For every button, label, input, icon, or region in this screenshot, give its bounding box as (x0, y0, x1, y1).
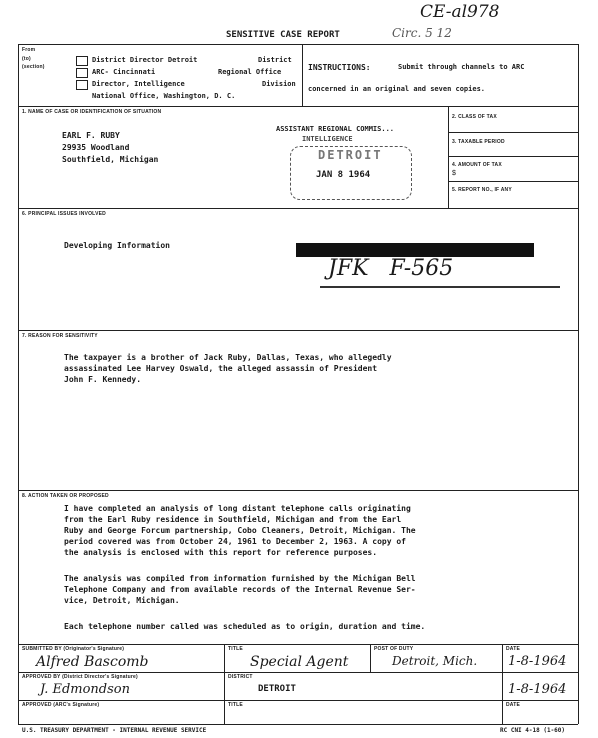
top-right-marks: Circ. 5 12 (392, 26, 452, 40)
routing-option-3: Director, Intelligence (92, 80, 185, 88)
approved-by-label: APPROVED BY (District Director's Signature) (22, 674, 138, 680)
action-p1-line-3: Ruby and George Forcum partnership, Cobo Cleaners, Detroit, Michigan. The (64, 526, 416, 535)
stamp-office: ASSISTANT REGIONAL COMMIS... (276, 125, 395, 133)
section-label: (section) (22, 64, 45, 70)
principal-issues-text: Developing Information (64, 241, 170, 250)
submitted-by-label: SUBMITTED BY (Originator's Signature) (22, 646, 125, 652)
district-value: DETROIT (258, 684, 296, 694)
approved-date: 1-8-1964 (508, 682, 567, 697)
action-p2-line-1: The analysis was compiled from information furnished by the Michigan Bell (64, 574, 416, 583)
report-number-label: 5. REPORT NO., IF ANY (452, 187, 512, 193)
instructions-line-1: Submit through channels to ARC (398, 63, 525, 71)
case-name: EARL F. RUBY (62, 131, 120, 140)
case-address: 29935 Woodland (62, 143, 130, 152)
action-p1-line-1: I have completed an analysis of long distant telephone calls originating (64, 504, 411, 513)
action-p2-line-3: vice, Detroit, Michigan. (64, 596, 180, 605)
post-of-duty-value: Detroit, Mich. (392, 654, 478, 668)
reason-label: 7. REASON FOR SENSITIVITY (22, 333, 98, 339)
stamp-division: INTELLIGENCE (302, 135, 353, 143)
routing-option-3-suffix: Division (262, 80, 296, 88)
footer-form-number: RC CNI 4-18 (1-60) (500, 727, 566, 734)
principal-issues-label: 6. PRINCIPAL ISSUES INVOLVED (22, 211, 106, 217)
action-label: 8. ACTION TAKEN OR PROPOSED (22, 493, 109, 499)
reason-line-3: John F. Kennedy. (64, 375, 142, 384)
title-label: TITLE (228, 646, 243, 652)
action-p1-line-5: the analysis is enclosed with this report for reference purposes. (64, 548, 378, 557)
stamp-city: DETROIT (318, 148, 383, 162)
document-title: SENSITIVE CASE REPORT (226, 30, 340, 40)
date-label-1: DATE (506, 646, 521, 652)
instructions-line-2: concerned in an original and seven copies. (308, 85, 486, 93)
title-label-2: TITLE (228, 702, 243, 708)
post-of-duty-label: POST OF DUTY (374, 646, 414, 652)
action-p2-line-2: Telephone Company and from available records of the Internal Revenue Ser- (64, 585, 416, 594)
footer-agency: U.S. TREASURY DEPARTMENT - INTERNAL REVENUE SERVICE (22, 727, 207, 734)
action-p1-line-2: from the Earl Ruby residence in Southfield, Michigan and from the Earl (64, 515, 402, 524)
jfk-file-reference: JFK F-565 (328, 256, 454, 281)
originator-title: Special Agent (250, 654, 349, 670)
case-city: Southfield, Michigan (62, 155, 159, 164)
redaction-bar (296, 243, 534, 257)
district-director-signature: J. Edmondson (40, 682, 130, 697)
reason-line-1: The taxpayer is a brother of Jack Ruby, Dallas, Texas, who allegedly (64, 353, 392, 362)
routing-option-1: District Director Detroit (92, 56, 198, 64)
arc-approval-label: APPROVED (ARC's Signature) (22, 702, 100, 708)
reference-underline (320, 286, 560, 288)
amount-of-tax-label: 4. AMOUNT OF TAX (452, 162, 502, 168)
instructions-label: INSTRUCTIONS: (308, 63, 371, 72)
to-label: (to) (22, 56, 31, 62)
director-intelligence-checkbox[interactable] (76, 80, 88, 90)
routing-option-2: ARC- Cincinnati (92, 68, 156, 76)
district-label: DISTRICT (228, 674, 253, 680)
action-p3: Each telephone number called was scheduled as to origin, duration and time. (64, 622, 426, 631)
taxable-period-label: 3. TAXABLE PERIOD (452, 139, 505, 145)
reason-line-2: assassinated Lee Harvey Oswald, the alleged assassin of President (64, 364, 378, 373)
originator-signature: Alfred Bascomb (36, 654, 149, 670)
action-p1-line-4: period covered was from October 24, 1961 to December 2, 1963. A copy of (64, 537, 406, 546)
amount-of-tax-value: $ (452, 170, 456, 177)
from-label: From (22, 47, 36, 53)
routing-option-2-suffix: Regional Office (218, 68, 282, 76)
district-director-checkbox[interactable] (76, 56, 88, 66)
routing-option-4: National Office, Washington, D. C. (92, 92, 236, 100)
routing-option-1-suffix: District (258, 56, 292, 64)
arc-cincinnati-checkbox[interactable] (76, 68, 88, 78)
class-of-tax-label: 2. CLASS OF TAX (452, 114, 497, 120)
date-label-2: DATE (506, 702, 521, 708)
submitted-date: 1-8-1964 (508, 654, 567, 669)
handwritten-reference: CE-al978 (420, 2, 500, 22)
stamp-date: JAN 8 1964 (316, 170, 371, 180)
case-label: 1. NAME OF CASE OR IDENTIFICATION OF SITUATION (22, 109, 162, 115)
